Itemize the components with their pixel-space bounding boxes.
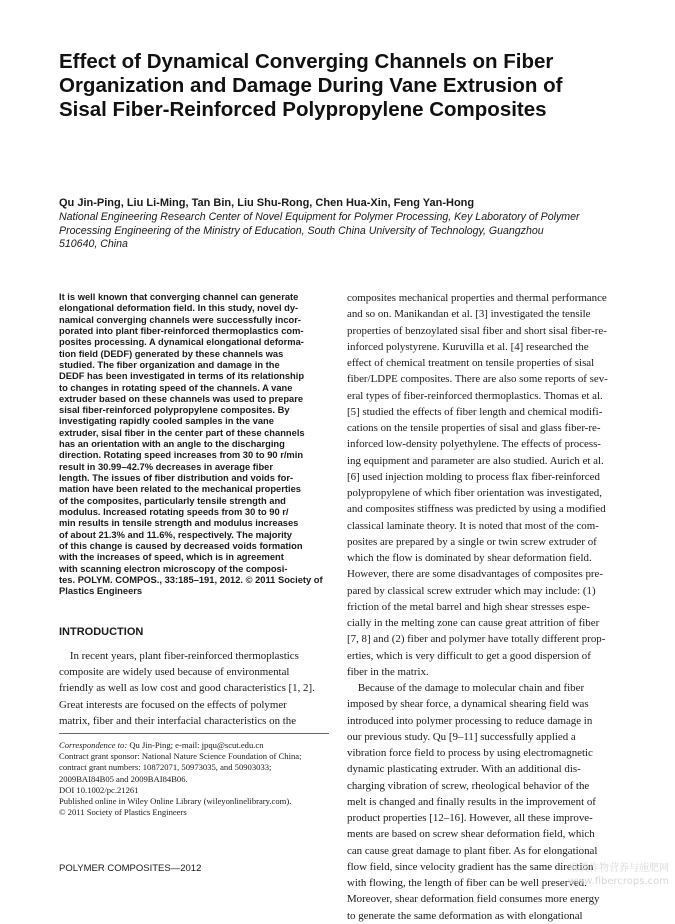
body-line: effect of chemical treatment on tensile properties of sisal	[347, 357, 595, 369]
abstract-line: min results in tensile strength and modulus increases	[59, 518, 299, 529]
site-watermark	[568, 862, 669, 888]
footnote-line: DOI 10.1002/pc.21261	[59, 784, 139, 795]
abstract-line: of the composites, particularly tensile strength and	[59, 495, 286, 506]
body-line: composite are widely used because of environmental	[59, 666, 290, 679]
abstract-line: investigating rapidly cooled samples in the vane	[59, 416, 274, 427]
abstract-line: tes. POLYM. COMPOS., 33:185–191, 2012. © 2011 Society of	[59, 574, 323, 585]
body-line: classical laminate theory. It is noted that most of the com-	[347, 519, 599, 532]
abstract-line: of this change is caused by decreased voids formation	[59, 540, 303, 551]
author-list: Qu Jin-Ping, Liu Li-Ming, Tan Bin, Liu Shu-Rong, Chen Hua-Xin, Feng Yan-Hong	[59, 197, 475, 209]
abstract-line: tion field (DEDF) generated by these channels was	[59, 348, 284, 359]
footnote-line: Published online in Wiley Online Library (wileyonlinelibrary.com).	[59, 796, 292, 807]
abstract-line: extruder based on these channels was used to prepare	[59, 393, 304, 404]
abstract-line: of about 21.3% and 11.6%, respectively. The majority	[59, 529, 292, 540]
abstract-line: length. The issues of fiber distribution and voids for-	[59, 473, 294, 483]
introduction-body	[59, 648, 329, 729]
body-line: Great interests are focused on the effects of polymer	[59, 698, 287, 711]
abstract-line: with the increases of speed, which is in agreement	[59, 552, 284, 563]
abstract-line: extruder, sisal fiber in the center part of these channels	[59, 427, 305, 438]
body-line: fiber in the matrix.	[347, 665, 429, 678]
affiliation-line: Processing Engineering of the Ministry of Education, South China University of Technology, Guangzhou	[59, 224, 544, 237]
body-line: ing equipment and parameter are also studied. Aurich et al.	[347, 454, 604, 467]
body-line: [5] studied the effects of fiber length and chemical modifi-	[347, 405, 603, 418]
body-line: flow field, since velocity gradient has the same direction	[347, 860, 594, 873]
abstract-line: to changes in rotating speed of the channels. A vane	[59, 382, 293, 393]
body-line: [6] used injection molding to process flax fiber-reinforced	[347, 470, 600, 483]
body-line: However, there are some disadvantages of composites pre-	[347, 568, 604, 581]
body-line: polypropylene of which fiber orientation was investigated,	[347, 487, 602, 499]
affiliation-line: National Engineering Research Center of Novel Equipment for Polymer Processing, Key Laboratory of Polymer	[59, 211, 580, 223]
abstract-line: porated into plant fiber-reinforced thermoplastics com-	[59, 325, 304, 336]
body-line: erties, which is very difficult to get a good dispersion of	[347, 649, 591, 662]
body-line: In recent years, plant fiber-reinforced thermoplastics	[59, 650, 299, 662]
body-line: properties of benzoylated sisal fiber and short sisal fiber-re-	[347, 324, 607, 337]
body-line: matrix, fiber and their interfacial characteristics on the	[59, 714, 297, 727]
abstract-line: with scanning electron microscopy of the composi-	[59, 563, 288, 574]
body-line: pared by classical screw extruder which may include: (1)	[347, 584, 596, 597]
body-line: our previous study. Qu [9–11] successfully applied a	[347, 730, 576, 743]
body-line: friction of the metal barrel and high shear stresses espe-	[347, 600, 590, 613]
watermark-line: www.fibercrops.com	[567, 876, 669, 887]
body-line: fiber/LDPE composites. There are also some reports of sev-	[347, 373, 608, 386]
abstract-line: namical converging channels were successfully incor-	[59, 314, 301, 325]
right-column-body	[347, 290, 618, 924]
abstract-line: has an orientation with an angle to the discharging	[59, 439, 285, 450]
body-line: melt is changed and finally results in the improvement of	[347, 795, 596, 808]
abstract-line: modulus. Increased rotating speeds from 30 to 90 r/	[59, 506, 289, 517]
footnote-divider	[59, 733, 329, 734]
footnote-line: 2009BAI84B05 and 2009BAI84B06.	[59, 773, 188, 784]
body-line: composites mechanical properties and thermal performance	[347, 292, 607, 304]
body-line: inforced low-density polyethylene. The effects of process-	[347, 438, 601, 451]
body-line: friendly as well as low cost and good characteristics [1, 2].	[59, 682, 315, 695]
body-line: Because of the damage to molecular chain and fiber	[347, 682, 585, 694]
body-line: to generate the same deformation as with elongational	[347, 909, 583, 922]
affiliation-line: 510640, China	[59, 238, 128, 250]
abstract	[59, 292, 329, 597]
abstract-line: It is well known that converging channel can generate	[59, 292, 299, 302]
body-line: imposed by shear force, a dynamical shearing field was	[347, 698, 589, 711]
body-line: eral types of fiber-reinforced thermoplastics. Thomas et al.	[347, 389, 603, 402]
body-line: ments are based on screw shear deformation field, which	[347, 828, 595, 841]
body-line: [7, 8] and (2) fiber and polymer have totally different prop-	[347, 633, 606, 646]
title-line: Organization and Damage During Vane Extrusion of	[59, 74, 563, 97]
abstract-line: direction. Rotating speed increases from 30 to 90 r/min	[59, 450, 304, 461]
body-line: vibration force field to process by using electromagnetic	[347, 747, 593, 759]
body-line: charging vibration of screw, rheological behavior of the	[347, 779, 590, 792]
affiliation	[59, 211, 659, 252]
abstract-line: posites processing. A dynamical elongational deforma-	[59, 337, 304, 348]
footnote-line: © 2011 Society of Plastics Engineers	[59, 807, 187, 818]
body-line: posites are prepared by a single or twin screw extruder of	[347, 535, 597, 548]
body-line: and so on. Manikandan et al. [3] investigated the tensile	[347, 308, 591, 321]
footnotes	[59, 740, 334, 818]
title-line: Effect of Dynamical Converging Channels on Fiber	[59, 50, 554, 73]
body-line: and composites stiffness was predicted by using a modified	[347, 503, 606, 516]
abstract-line: studied. The fiber organization and damage in the	[59, 359, 280, 370]
body-line: introduced into polymer processing to reduce damage in	[347, 714, 593, 727]
abstract-line: sisal fiber-reinforced polypropylene composites. By	[59, 405, 290, 416]
abstract-line: elongational deformation field. In this study, novel dy-	[59, 303, 299, 314]
body-line: which the flow is dominated by shear deformation field.	[347, 552, 592, 564]
watermark-line: 麻类作物营养与施肥网	[569, 863, 669, 874]
body-line: cations on the tensile properties of sisal and glass fiber-re-	[347, 422, 601, 434]
body-line: inforced polystyrene. Kuruvilla et al. [4] researched the	[347, 340, 589, 353]
body-line: dynamic plasticating extruder. With an additional dis-	[347, 763, 581, 776]
abstract-line: mation have been related to the mechanical properties	[59, 484, 301, 495]
body-line: can cause great damage to plant fiber. As for elongational	[347, 844, 598, 857]
footnote-line: contract grant numbers: 10872071, 50973035, and 50903033;	[59, 762, 272, 773]
abstract-line: Plastics Engineers	[59, 586, 143, 597]
body-line: product properties [12–16]. However, all these improve-	[347, 812, 593, 824]
body-line: with flowing, the length of fiber can be well preserved.	[347, 877, 587, 889]
abstract-line: result in 30.99–42.7% decreases in average fiber	[59, 461, 273, 472]
footnote-line: Contract grant sponsor: National Nature Science Foundation of China;	[59, 751, 302, 762]
abstract-line: DEDF has been investigated in terms of its relationship	[59, 371, 305, 382]
article-title	[59, 50, 639, 122]
body-line: cially in the melting zone can cause great attrition of fiber	[347, 617, 600, 629]
footnote-line: Correspondence to: Qu Jin-Ping; e-mail: jpqu@scut.edu.cn	[59, 740, 264, 750]
title-line: Sisal Fiber-Reinforced Polypropylene Composites	[59, 98, 547, 121]
journal-footer: POLYMER COMPOSITES—2012	[59, 863, 202, 874]
section-heading-introduction: INTRODUCTION	[59, 626, 144, 638]
body-line: Moreover, shear deformation field consumes more energy	[347, 893, 600, 906]
